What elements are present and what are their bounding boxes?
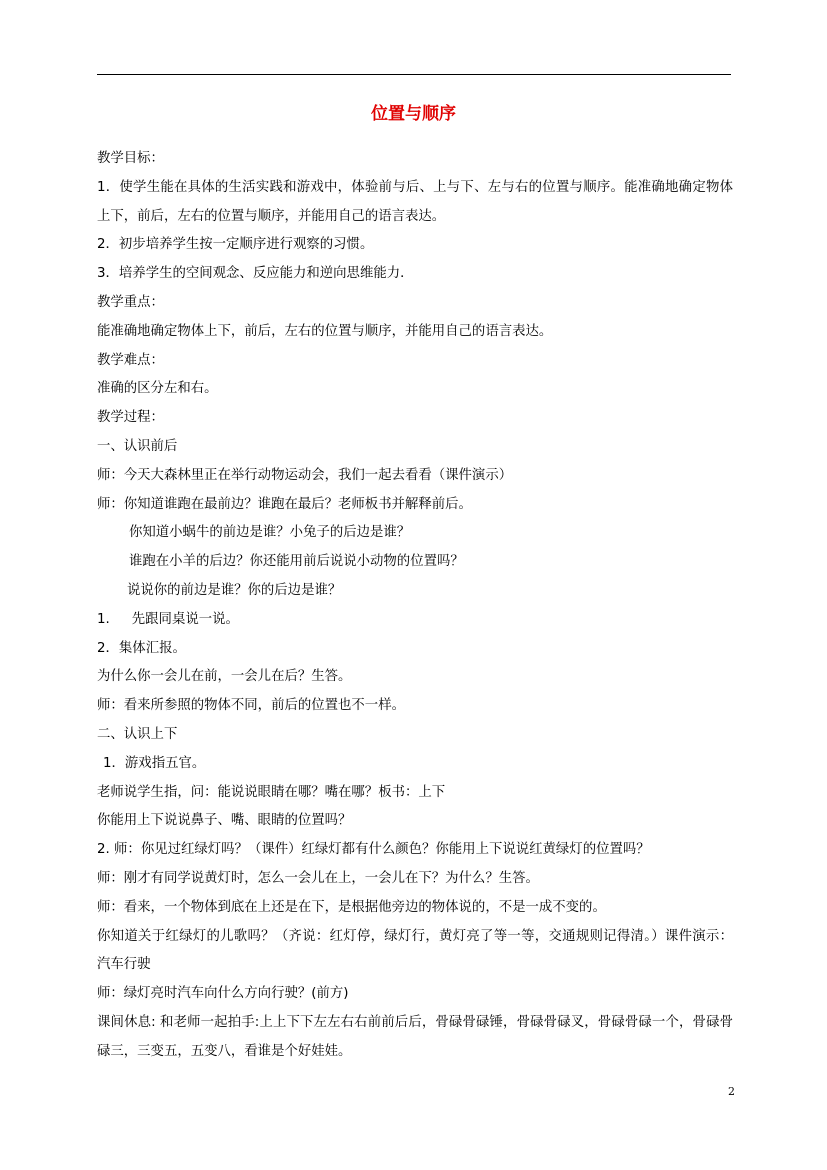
paragraph: 课间休息: 和老师一起拍手:上上下下左左右右前前后后，骨碌骨碌锤，骨碌骨碌叉，骨碌骨碌一个，骨碌骨碌三，三变五，五变八，看谁是个好娃娃。: [97, 1014, 733, 1059]
paragraph: 2. 师：你见过红绿灯吗？（课件）红绿灯都有什么颜色？你能用上下说说红黄绿灯的位置吗？: [97, 842, 650, 858]
paragraph: 师：你知道谁跑在最前边？谁跑在最后？老师板书并解释前后。: [97, 496, 472, 512]
list-number: 1.: [97, 611, 110, 627]
section-heading: 二、认识上下: [97, 726, 178, 742]
paragraph: 2．初步培养学生按一定顺序进行观察的习惯。: [97, 237, 374, 253]
paragraph: 师：看来所参照的物体不同，前后的位置也不一样。: [97, 698, 405, 714]
numbered-item: [97, 606, 733, 635]
document-title: 位置与顺序: [371, 104, 456, 124]
paragraph: 教学重点：: [97, 294, 164, 310]
paragraph: 你能用上下说说鼻子、嘴、眼睛的位置吗？: [97, 813, 352, 829]
paragraph: 教学难点：: [97, 352, 164, 368]
paragraph: 你知道小蜗牛的前边是谁？小兔子的后边是谁？: [129, 525, 411, 541]
section-heading: 一、认识前后: [97, 438, 178, 454]
paragraph: 说说你的前边是谁？你的后边是谁？: [127, 582, 342, 598]
paragraph: 师：看来，一个物体到底在上还是在下，是根据他旁边的物体说的，不是一成不变的。: [97, 899, 606, 915]
paragraph: 你知道关于红绿灯的儿歌吗？（齐说：红灯停，绿灯行，黄灯亮了等一等，交通规则记得清。）课件演示：汽车行驶: [97, 928, 733, 973]
paragraph: 1．游戏指五官。: [103, 755, 206, 771]
paragraph: 准确的区分左和右。: [97, 381, 218, 397]
paragraph: 为什么你一会儿在前，一会儿在后？生答。: [97, 669, 352, 685]
paragraph: 师：刚才有同学说黄灯时，怎么一会儿在上，一会儿在下？为什么？生答。: [97, 870, 539, 886]
header-rule: [97, 74, 731, 75]
paragraph: 教学目标：: [97, 151, 164, 166]
document-body: [97, 145, 733, 1067]
paragraph: 3．培养学生的空间观念、反应能力和逆向思维能力．: [97, 266, 414, 282]
paragraph: 师：今天大森林里正在举行动物运动会，我们一起去看看（课件演示）: [97, 467, 513, 483]
paragraph: 2．集体汇报。: [97, 640, 186, 656]
paragraph: 老师说学生指，问：能说说眼睛在哪？嘴在哪？板书：上下: [97, 784, 446, 800]
paragraph: 能准确地确定物体上下，前后，左右的位置与顺序，并能用自己的语言表达。: [97, 323, 553, 339]
paragraph: 师：绿灯亮时汽车向什么方向行驶？(前方): [97, 986, 349, 1002]
paragraph: 谁跑在小羊的后边？你还能用前后说说小动物的位置吗？: [129, 554, 464, 570]
paragraph: 1．使学生能在具体的生活实践和游戏中，体验前与后、上与下、左与右的位置与顺序。能准确地确定物体上下，前后，左右的位置与顺序，并能用自己的语言表达。: [97, 179, 733, 224]
paragraph: 教学过程：: [97, 410, 164, 426]
list-text: 先跟同桌说一说。: [131, 611, 239, 627]
page-number: 2: [728, 1085, 735, 1098]
